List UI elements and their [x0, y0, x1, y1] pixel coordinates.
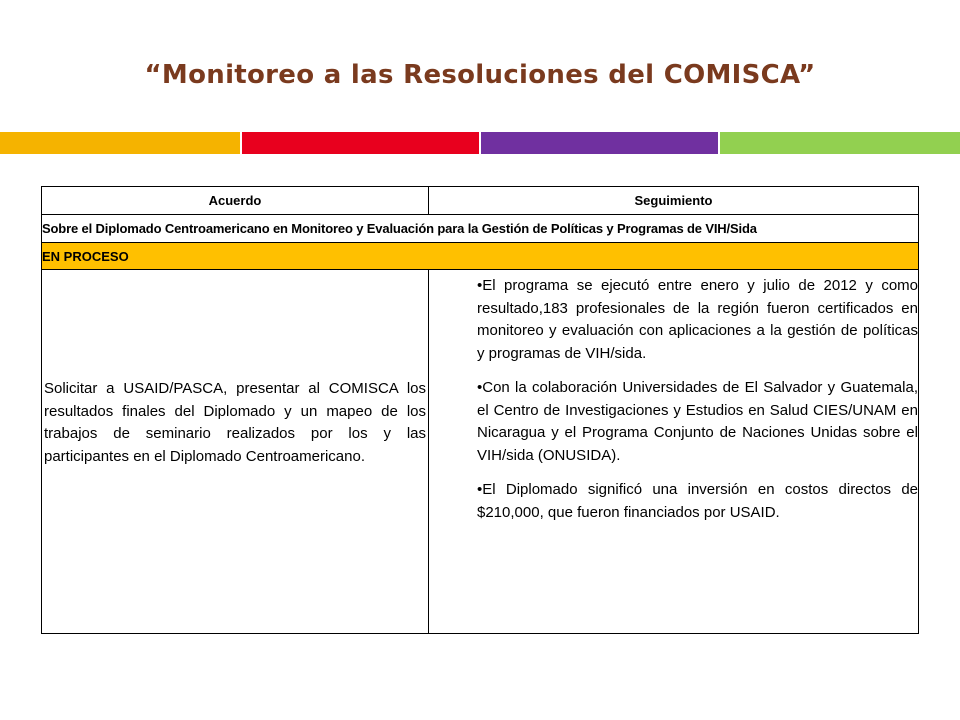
color-bar-green — [720, 132, 960, 154]
acuerdo-text: Solicitar a USAID/PASCA, presentar al COMISCA los resultados finales del Diplomado y un mapeo de los trabajos de seminario realizados por los y las participantes en el Diplomado Centroamericano. — [44, 380, 426, 465]
resolutions-table — [41, 186, 919, 634]
section-title: Sobre el Diplomado Centroamericano en Monitoreo y Evaluación para la Gestión de Políticas y Programas de VIH/Sida — [42, 215, 919, 243]
table-row — [42, 270, 919, 634]
seguimiento-item: •El programa se ejecutó entre enero y julio de 2012 y como resultado,183 profesionales de la región fueron certificados en monitoreo y evaluación con aplicaciones a la gestión de políticas y programas de VIH/sida. — [477, 277, 918, 362]
decorative-color-bars — [0, 132, 960, 154]
seguimiento-list — [429, 270, 918, 524]
seguimiento-item: •Con la colaboración Universidades de El Salvador y Guatemala, el Centro de Investigaciones y Estudios en Salud CIES/UNAM en Nicaragua y el Programa Conjunto de Naciones Unidas sobre el VIH/sida (ONUSIDA). — [477, 379, 918, 464]
color-bar-purple — [481, 132, 718, 154]
table-header-row — [42, 187, 919, 215]
page-title: “Monitoreo a las Resoluciones del COMISCA” — [144, 60, 816, 90]
section-row — [42, 215, 919, 243]
acuerdo-cell — [42, 270, 429, 634]
seguimiento-item: •El Diplomado significó una inversión en costos directos de $210,000, que fueron financiados por USAID. — [477, 481, 918, 521]
status-band: EN PROCESO — [42, 243, 919, 270]
status-row — [42, 243, 919, 270]
header-seguimiento: Seguimiento — [429, 187, 919, 215]
seguimiento-cell — [429, 270, 919, 634]
color-bar-orange — [0, 132, 240, 154]
color-bar-red — [242, 132, 479, 154]
header-acuerdo: Acuerdo — [42, 187, 429, 215]
